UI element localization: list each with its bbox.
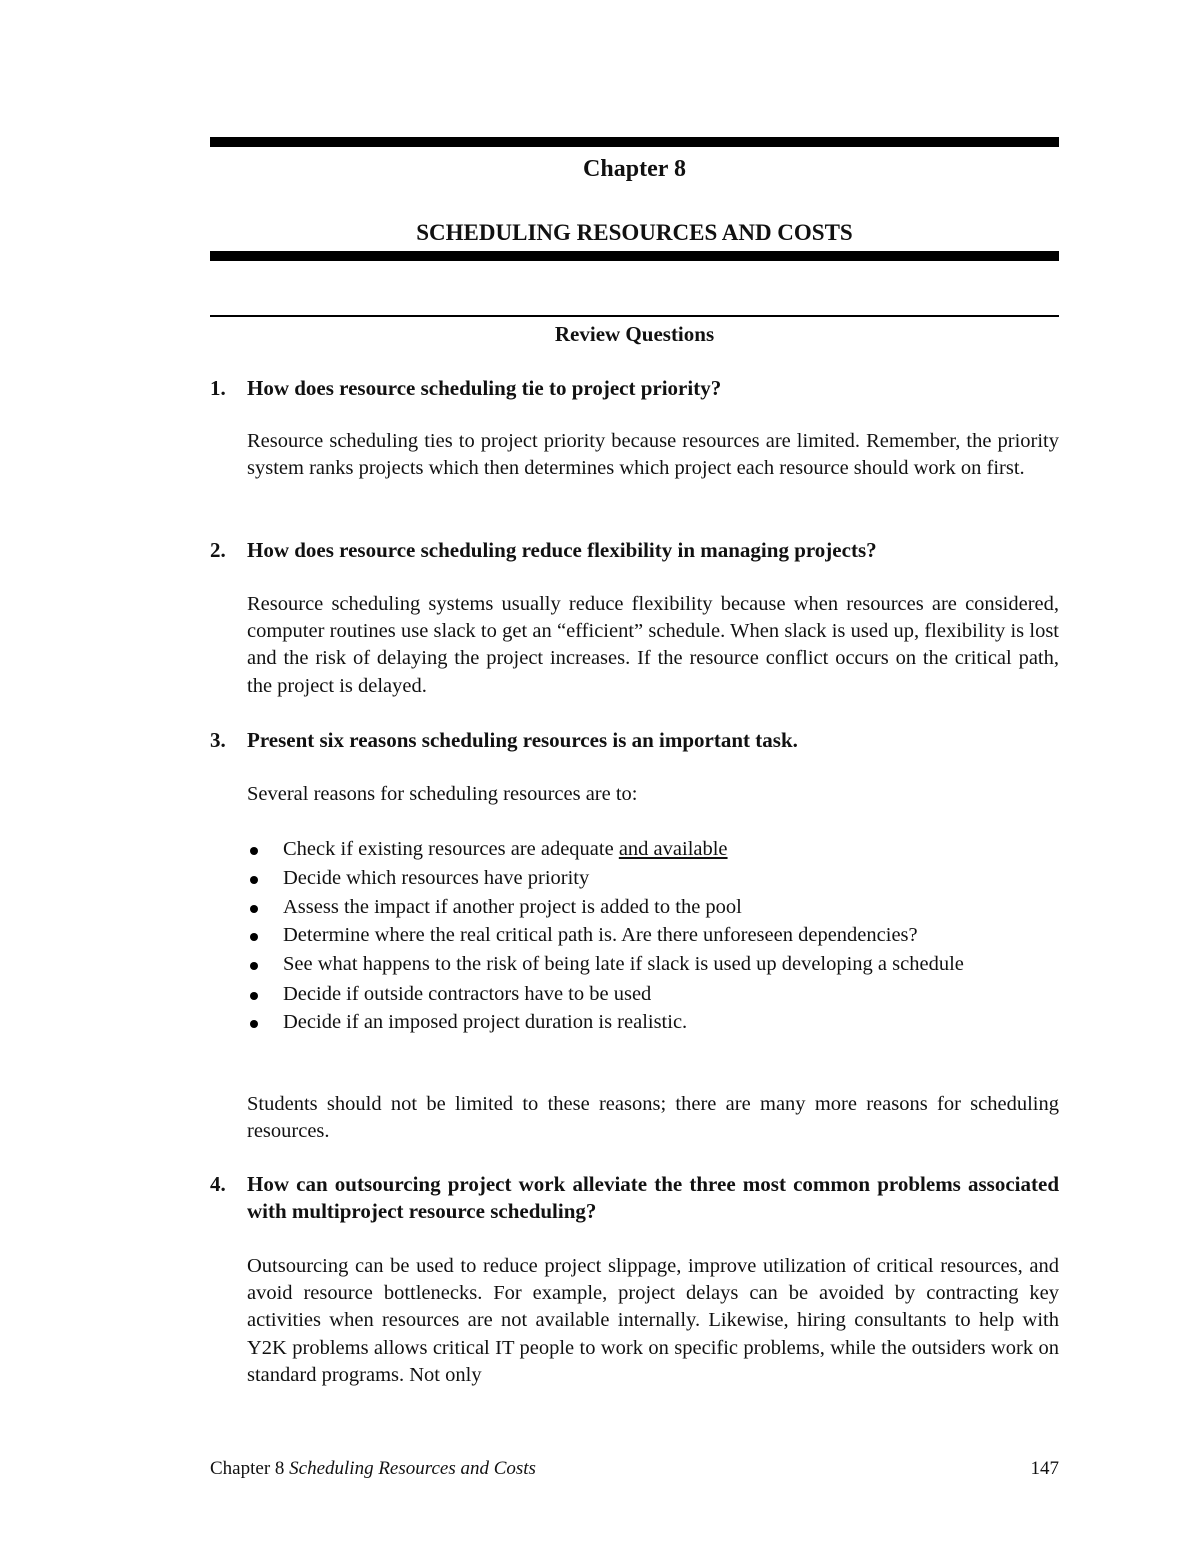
question-number: 4.: [210, 1172, 226, 1196]
section-rule: [210, 315, 1059, 317]
question-1: [210, 375, 1059, 402]
bullet-icon: [250, 962, 258, 970]
answer-2: Resource scheduling systems usually reduce flexibility because when resources are considered, computer routines use slack to get an “efficient” schedule. When slack is used up, flexibility is lost and the risk of delaying the project increases. If the resource conflict occurs on the critical path, the project is delayed.: [247, 593, 1059, 697]
question-number: 2.: [210, 538, 226, 562]
bullet-icon: [250, 933, 258, 941]
chapter-number: Chapter 8: [583, 156, 686, 182]
question-text: How does resource scheduling reduce flexibility in managing projects?: [247, 538, 877, 562]
document-page: [210, 0, 1059, 1553]
question-text: Present six reasons scheduling resources is an important task.: [247, 728, 798, 752]
list-item: Decide if outside contractors have to be used: [247, 980, 1059, 1009]
page-footer: [210, 1458, 1059, 1484]
answer-3-closing: Students should not be limited to these reasons; there are many more reasons for scheduling resources.: [247, 1093, 1059, 1143]
question-3: [210, 727, 1059, 754]
chapter-title: SCHEDULING RESOURCES AND COSTS: [416, 220, 853, 245]
question-4: [210, 1171, 1059, 1225]
bullet-icon: [250, 876, 258, 884]
list-item: See what happens to the risk of being late if slack is used up developing a schedule: [247, 950, 1059, 980]
question-text: How does resource scheduling tie to project priority?: [247, 376, 722, 400]
bullet-icon: [250, 847, 258, 855]
section-heading: Review Questions: [554, 322, 715, 346]
list-item: Check if existing resources are adequate and available: [247, 835, 1059, 864]
list-item: Assess the impact if another project is added to the pool: [247, 893, 1059, 922]
list-item: Decide if an imposed project duration is realistic.: [247, 1008, 1059, 1037]
top-thick-rule: [210, 137, 1059, 147]
list-item: Decide which resources have priority: [247, 864, 1059, 893]
page-number: 147: [1030, 1458, 1059, 1479]
bullet-icon: [250, 1020, 258, 1028]
bullet-icon: [250, 905, 258, 913]
reasons-list: [247, 835, 1059, 1037]
answer-4: Outsourcing can be used to reduce project slippage, improve utilization of critical resources, and avoid resource bottlenecks. For example, project delays can be avoided by contracting key activities when resources are not available internally. Likewise, hiring consultants to help with Y2K problems allows critical IT people to work on specific problems, while the outsiders work on standard programs. Not only: [247, 1255, 1059, 1386]
question-number: 1.: [210, 376, 226, 400]
question-text: How can outsourcing project work alleviate the three most common problems associated with multiproject resource scheduling?: [247, 1172, 1059, 1223]
bullet-icon: [250, 992, 258, 1000]
bottom-thick-rule: [210, 251, 1059, 261]
underlined-text: and available: [618, 838, 728, 860]
question-2: [210, 537, 1059, 564]
list-item: Determine where the real critical path is. Are there unforeseen dependencies?: [247, 921, 1059, 950]
question-number: 3.: [210, 728, 226, 752]
answer-1: Resource scheduling ties to project priority because resources are limited. Remember, the priority system ranks projects which then determines which project each resource should work on first.: [247, 430, 1059, 480]
footer-chapter: Chapter 8 Scheduling Resources and Costs: [210, 1458, 536, 1479]
answer-3-intro: Several reasons for scheduling resources are to:: [247, 783, 638, 805]
footer-chapter-title: Scheduling Resources and Costs: [289, 1458, 536, 1479]
